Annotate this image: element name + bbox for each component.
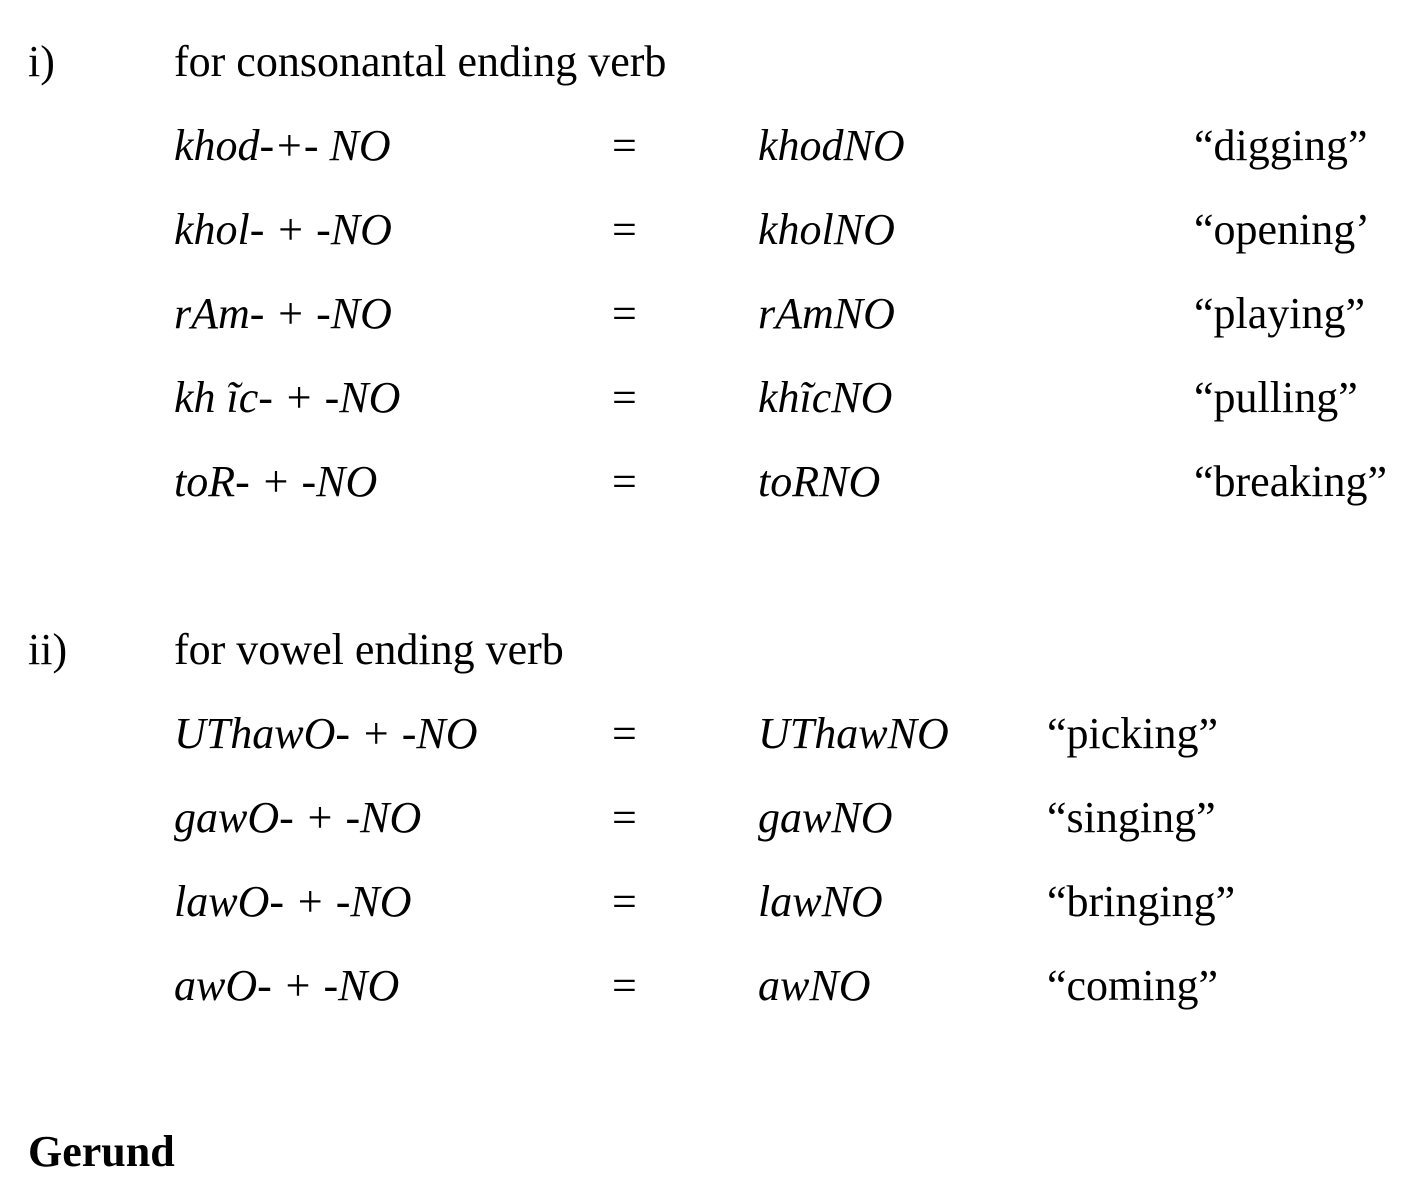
verb-output: khĩcNO <box>758 373 893 422</box>
verb-input: awO- + -NO <box>174 961 400 1010</box>
example-row <box>0 454 1428 510</box>
gloss: “singing” <box>1047 793 1216 842</box>
gloss: “picking” <box>1047 709 1219 758</box>
verb-input: UThawO- + -NO <box>174 709 478 758</box>
equals-sign: = <box>612 121 637 170</box>
equals-sign: = <box>612 205 637 254</box>
section-numeral: ii) <box>28 625 68 674</box>
section-heading: for vowel ending verb <box>174 625 564 674</box>
equals-sign: = <box>612 877 637 926</box>
example-row <box>0 874 1428 930</box>
gloss: “digging” <box>1194 121 1368 170</box>
verb-input: khod-+- NO <box>174 121 391 170</box>
section-numeral: i) <box>28 37 55 86</box>
example-row <box>0 286 1428 342</box>
equals-sign: = <box>612 373 637 422</box>
verb-output: kholNO <box>758 205 895 254</box>
equals-sign: = <box>612 793 637 842</box>
gloss: “bringing” <box>1047 877 1236 926</box>
verb-output: gawNO <box>758 793 893 842</box>
verb-input: rAm- + -NO <box>174 289 392 338</box>
example-row <box>0 370 1428 426</box>
verb-output: rAmNO <box>758 289 895 338</box>
verb-output: UThawNO <box>758 709 949 758</box>
equals-sign: = <box>612 457 637 506</box>
verb-input: toR- + -NO <box>174 457 378 506</box>
gloss: “breaking” <box>1194 457 1387 506</box>
verb-output: awNO <box>758 961 871 1010</box>
section-header <box>0 622 1428 678</box>
example-row <box>0 790 1428 846</box>
equals-sign: = <box>612 961 637 1010</box>
verb-input: khol- + -NO <box>174 205 392 254</box>
verb-output: lawNO <box>758 877 883 926</box>
section-heading: for consonantal ending verb <box>174 37 667 86</box>
gloss: “opening’ <box>1194 205 1370 254</box>
verb-output: toRNO <box>758 457 881 506</box>
example-row <box>0 118 1428 174</box>
gloss: “coming” <box>1047 961 1219 1010</box>
example-row <box>0 706 1428 762</box>
section-header <box>0 34 1428 90</box>
verb-output: khodNO <box>758 121 905 170</box>
example-row <box>0 958 1428 1014</box>
next-section-heading: Gerund <box>28 1127 175 1176</box>
gloss: “playing” <box>1194 289 1366 338</box>
verb-input: kh ĩc- + -NO <box>174 373 401 422</box>
example-row <box>0 202 1428 258</box>
equals-sign: = <box>612 289 637 338</box>
gloss: “pulling” <box>1194 373 1358 422</box>
verb-input: lawO- + -NO <box>174 877 412 926</box>
equals-sign: = <box>612 709 637 758</box>
verb-input: gawO- + -NO <box>174 793 422 842</box>
